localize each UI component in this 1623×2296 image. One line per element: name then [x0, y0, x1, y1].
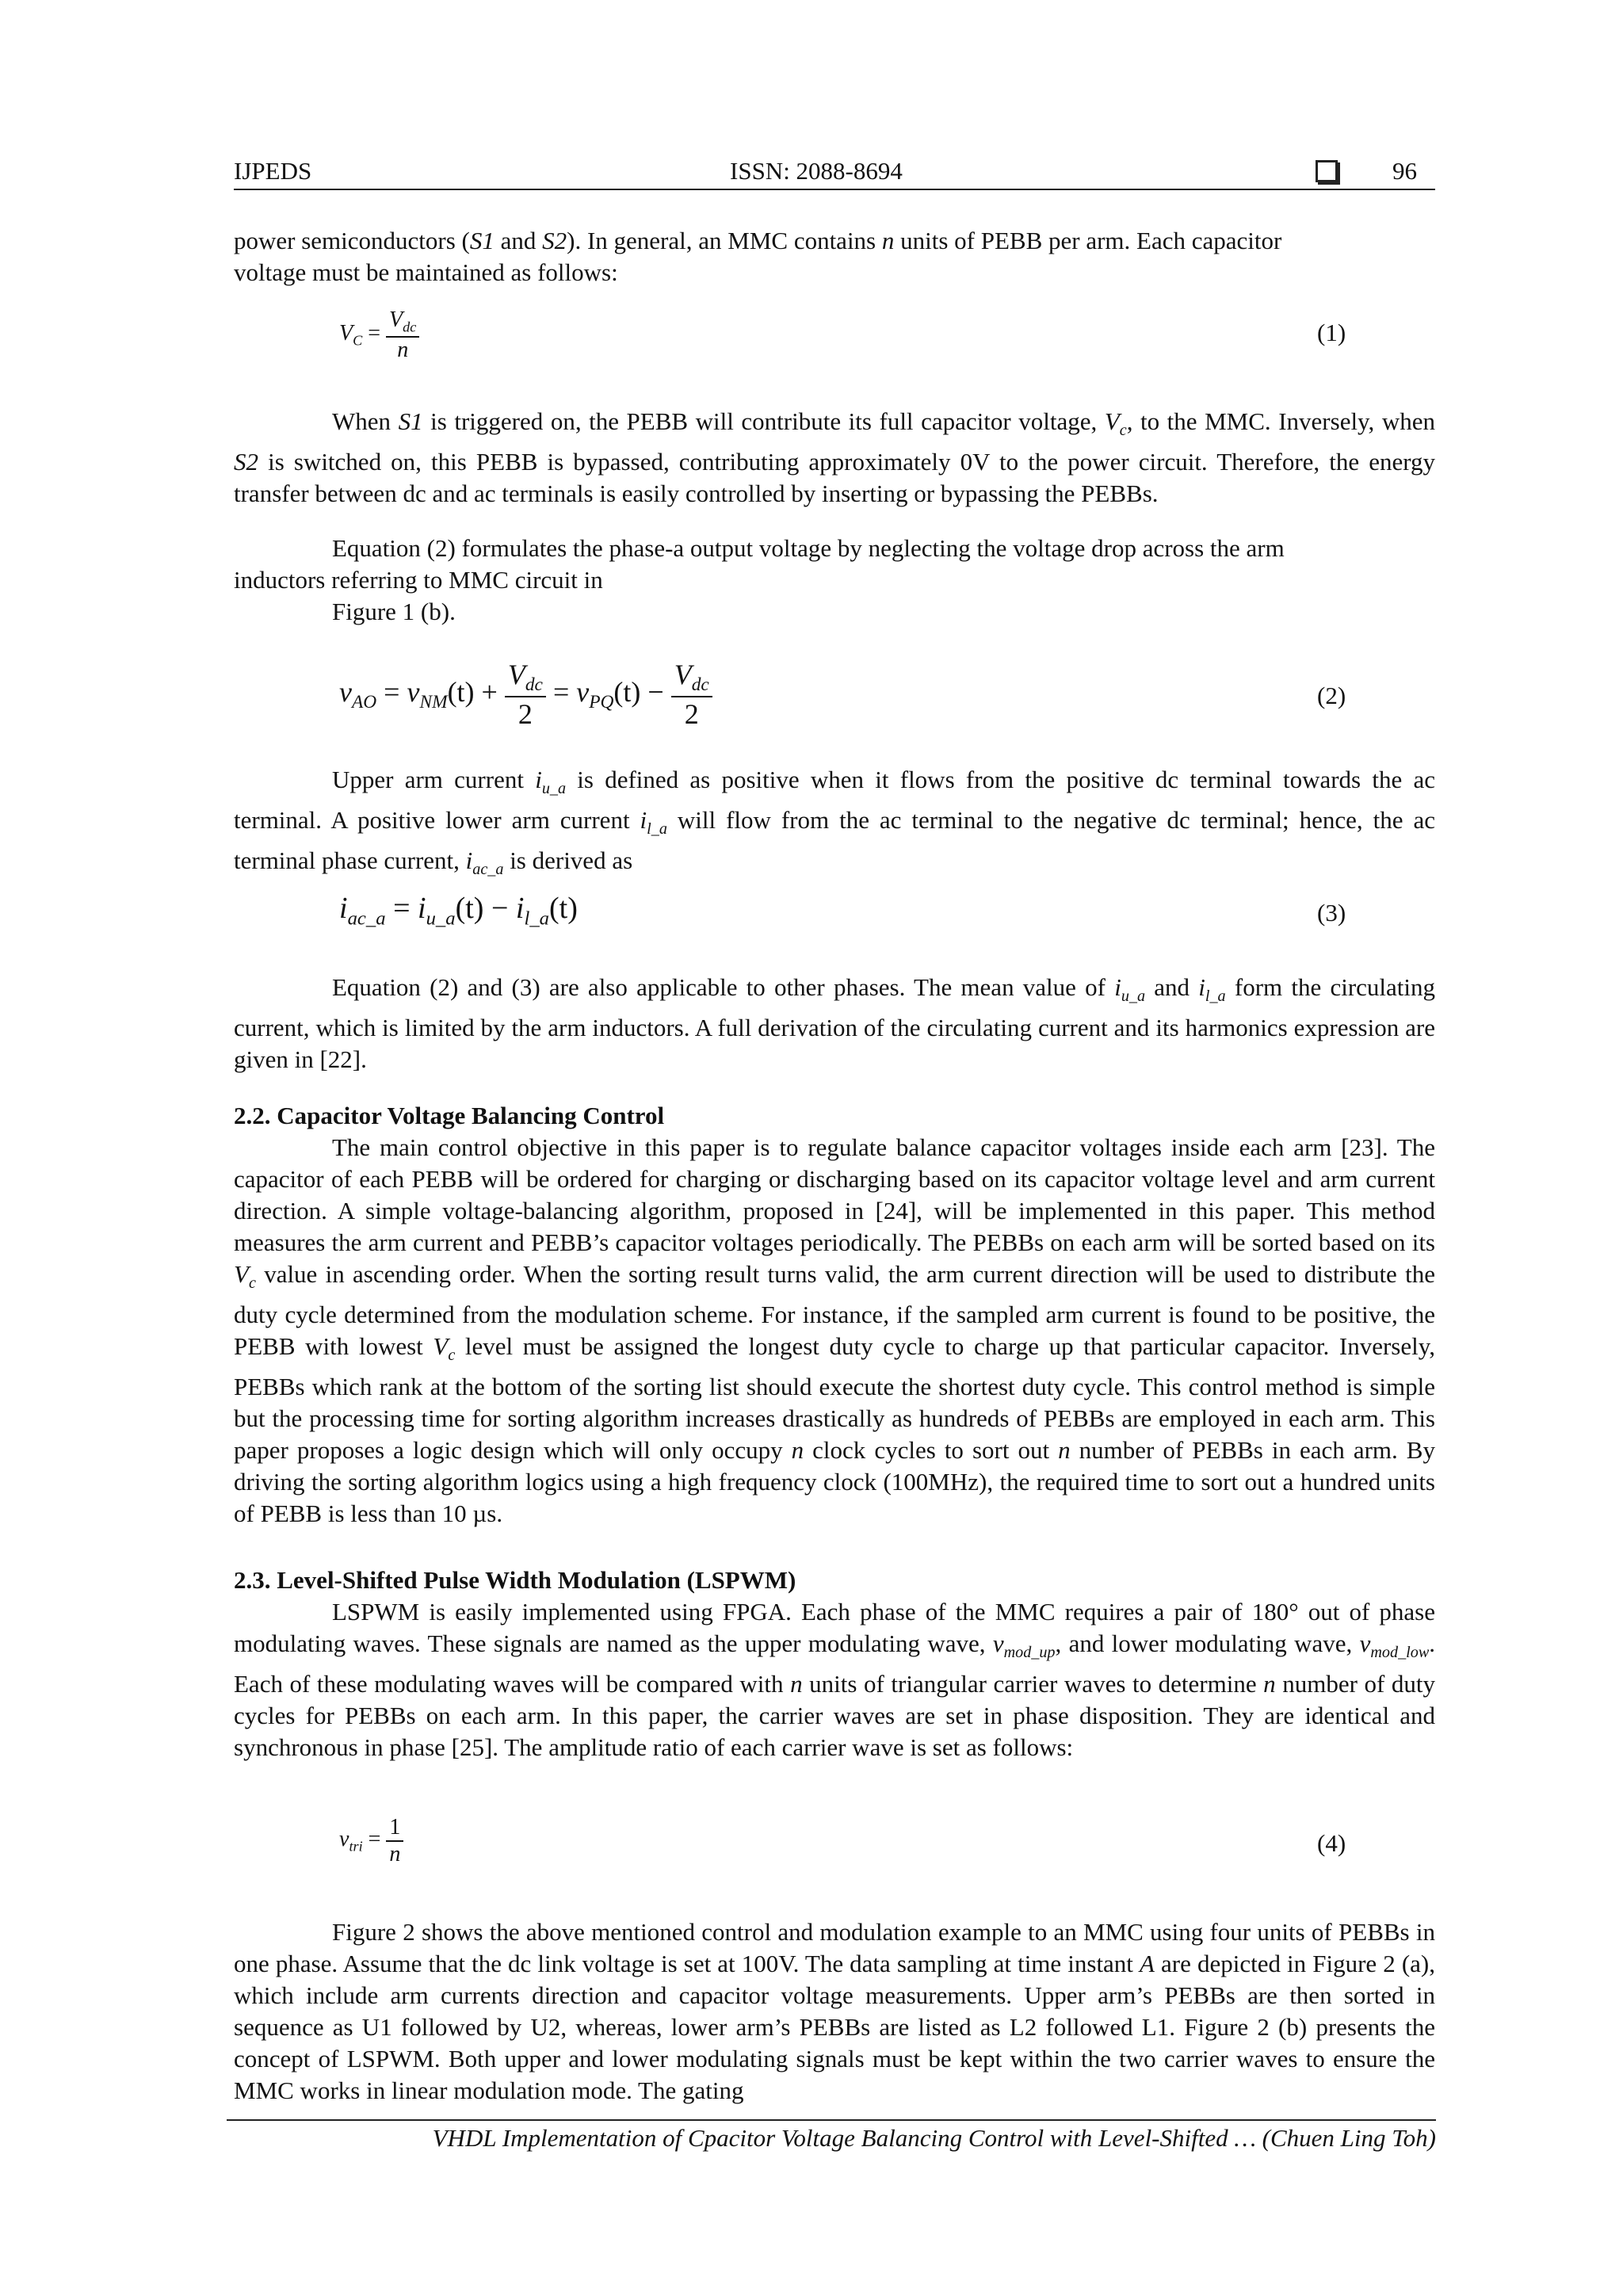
text: and: [1145, 973, 1199, 1001]
text: , to the MMC. Inversely, when: [1126, 407, 1436, 435]
eq-sub: u_a: [426, 907, 456, 930]
eq-sub: dc: [525, 674, 543, 696]
eq-symbol: n: [389, 1842, 401, 1866]
var-n: n: [791, 1436, 804, 1465]
var-a: A: [1140, 1950, 1155, 1977]
eq-symbol: V: [339, 321, 353, 346]
var-vmod-low: v: [1359, 1629, 1371, 1657]
paragraph-section-2-3: [234, 1596, 1435, 1763]
text: clock cycles to sort out: [804, 1436, 1059, 1465]
text: units of PEBB per arm. Each capacitor: [894, 227, 1282, 254]
eq-symbol: 1: [386, 1815, 403, 1842]
equation-number-4: (4): [1317, 1829, 1346, 1857]
eq-sub: l_a: [524, 907, 550, 930]
text: number of duty cycles for PEBBs on each arm. In this paper, the carrier waves are set in phase disposition. They are identical and synchronous in phase [25]. The amplitude ratio of each carrier wave is set as follows:: [234, 1670, 1435, 1762]
eq-arg: (t): [455, 892, 484, 925]
text: Equation (2) and (3) are also applicable to other phases. The mean value of: [332, 973, 1115, 1001]
sub: c: [1119, 422, 1127, 440]
sub: ac_a: [472, 861, 504, 879]
switch-s1: S1: [469, 227, 495, 254]
paragraph-equation2-intro: [234, 533, 1435, 628]
fraction: [386, 1815, 403, 1867]
eq-symbol: i: [418, 892, 426, 925]
text: number of PEBBs in each arm. By driving the sorting algorithm logics using a high frequency clock (100MHz), the required time to sort out a hundred units of PEBB is less than 10 µs.: [234, 1436, 1435, 1528]
text: voltage must be maintained as follows:: [234, 258, 618, 286]
switch-s2: S2: [234, 448, 258, 476]
eq-sub: AO: [351, 692, 377, 713]
eq-sub: tri: [349, 1838, 363, 1855]
text: . Each of these modulating waves will be compared with: [234, 1629, 1435, 1698]
eq-operator: =: [552, 676, 577, 708]
eq-sub: ac_a: [347, 907, 386, 930]
eq-symbol: 2: [517, 698, 533, 731]
text: ). In general, an MMC contains: [567, 227, 882, 254]
eq-sub: PQ: [589, 692, 614, 713]
var-vc: V: [234, 1260, 249, 1288]
text: Figure 2 shows the above mentioned control and modulation example to an MMC using four units of PEBBs in one phase. Assume that the dc link voltage is set at 100V. The data sampling at time instant: [234, 1918, 1435, 1977]
var-vc: V: [433, 1332, 449, 1361]
paragraph-intro: [234, 225, 1435, 288]
eq-symbol: v: [339, 676, 352, 708]
eq-symbol: V: [507, 659, 525, 690]
section-heading-2-2: 2.2. Capacitor Voltage Balancing Control: [234, 1102, 665, 1129]
var-n: n: [790, 1670, 803, 1698]
eq-symbol: i: [339, 892, 348, 925]
equation-1: [339, 308, 419, 363]
sub: c: [248, 1274, 256, 1293]
sub: u_a: [541, 780, 567, 798]
switch-s1: S1: [398, 407, 423, 435]
issn: ISSN: 2088-8694: [730, 157, 903, 185]
equation-number-3: (3): [1317, 899, 1346, 926]
text: level must be assigned the longest duty cycle to charge up that particular capacitor. Inversely, PEBBs which rank at the bottom of the sorting list should execute the shortest duty cycle. This control method is simple but the processing time for sorting algorithm increases drastically as hundreds of PEBBs are employed in each arm. This paper proposes a logic design which will only occupy: [234, 1332, 1435, 1465]
eq-operator: =: [385, 892, 418, 925]
sub: c: [448, 1347, 456, 1365]
var-iac: i: [465, 846, 473, 875]
eq-arg: (t): [447, 676, 475, 708]
paragraph-figure-2: [234, 1916, 1435, 2107]
text: will flow from the ac terminal to the negative dc terminal; hence, the ac terminal phase current,: [234, 806, 1435, 875]
paragraph-arm-currents: [234, 764, 1435, 886]
eq-sub: dc: [691, 674, 709, 696]
var-n: n: [881, 227, 895, 254]
text: form the circulating current, which is limited by the arm inductors. A full derivation of the circulating current and its harmonics expression are given in [22].: [234, 973, 1435, 1074]
page-header: [234, 157, 1435, 190]
eq-symbol: V: [674, 659, 692, 690]
text: value in ascending order. When the sorting result turns valid, the arm current direction will be used to distribute the duty cycle determined from the modulation scheme. For instance, if the sampled arm current is found to be positive, the PEBB with lowest: [234, 1260, 1435, 1361]
eq-operator: +: [474, 676, 505, 708]
eq-symbol: v: [407, 676, 420, 708]
switch-s2: S2: [542, 227, 567, 254]
equation-4: [339, 1815, 403, 1867]
sub: mod_up: [1003, 1644, 1056, 1662]
var-n: n: [1058, 1436, 1071, 1465]
page-number: 96: [1392, 157, 1417, 185]
var-n: n: [1263, 1670, 1276, 1698]
text: are depicted in Figure 2 (a), which include arm currents direction and capacitor voltage measurements. Upper arm’s PEBBs are then sorted in sequence as U1 followed by U2, whereas, lower arm’s PEBBs are listed as L2 followed L1. Figure 2 (b) presents the concept of LSPWM. Both upper and lower modulating signals must be kept within the two carrier waves to ensure the MMC works in linear modulation mode. The gating: [234, 1950, 1435, 2104]
var-il: i: [1198, 973, 1205, 1001]
sub: mod_low: [1370, 1644, 1430, 1662]
eq-symbol: v: [339, 1827, 349, 1852]
sub: l_a: [1205, 988, 1226, 1006]
footer-rule: [227, 2119, 1436, 2121]
equation-3: [339, 891, 578, 930]
sub: u_a: [1121, 988, 1146, 1006]
eq-operator: =: [362, 1827, 381, 1852]
text: LSPWM is easily implemented using FPGA. Each phase of the MMC requires a pair of 180° out of phase modulating waves. These signals are named as the upper modulating wave,: [234, 1598, 1435, 1657]
section-heading-2-3: 2.3. Level-Shifted Pulse Width Modulation (LSPWM): [234, 1566, 796, 1594]
paragraph-section-2-2: [234, 1132, 1435, 1530]
figure-reference: Figure 1 (b).: [332, 598, 456, 625]
eq-symbol: i: [515, 892, 525, 925]
text: , and lower modulating wave,: [1055, 1629, 1360, 1657]
journal-name: IJPEDS: [234, 157, 312, 185]
eq-symbol: V: [389, 308, 403, 332]
equation-number-1: (1): [1317, 319, 1346, 346]
var-iu: i: [535, 766, 542, 793]
eq-operator: −: [640, 676, 671, 708]
var-il: i: [640, 806, 647, 835]
eq-arg: (t): [549, 892, 578, 925]
var-vmod-up: v: [992, 1629, 1004, 1657]
text: and: [494, 227, 543, 254]
equation-number-2: (2): [1317, 682, 1346, 709]
text: is triggered on, the PEBB will contribute its full capacitor voltage,: [422, 407, 1105, 435]
var-vc: V: [1104, 407, 1120, 435]
text: is derived as: [503, 846, 633, 875]
eq-symbol: n: [397, 337, 409, 362]
eq-sub: NM: [419, 692, 448, 713]
eq-sub: C: [353, 332, 363, 349]
eq-operator: −: [483, 892, 516, 925]
text: units of triangular carrier waves to determine: [802, 1670, 1264, 1698]
sub: l_a: [647, 820, 667, 839]
eq-symbol: 2: [684, 698, 699, 731]
text: is defined as positive when it flows from the positive dc terminal towards the ac terminal. A positive lower arm current: [234, 766, 1435, 835]
paragraph-switching: [234, 406, 1435, 510]
eq-arg: (t): [613, 676, 641, 708]
paragraph-circulating-current: [234, 972, 1435, 1075]
fraction: [671, 658, 712, 731]
equation-2: [339, 658, 712, 731]
fraction: [386, 308, 419, 363]
text: Upper arm current: [332, 766, 536, 793]
checkbox-square-icon: [1316, 160, 1338, 182]
eq-symbol: v: [576, 676, 590, 708]
eq-operator: =: [376, 676, 407, 708]
page-footer: VHDL Implementation of Cpacitor Voltage Balancing Control with Level-Shifted … (Chuen Ling Toh): [432, 2124, 1436, 2152]
eq-operator: =: [362, 321, 381, 346]
text: inductors referring to MMC circuit in: [234, 566, 603, 594]
text: The main control objective in this paper is to regulate balance capacitor voltages inside each arm [23]. The capacitor of each PEBB will be ordered for charging or discharging based on its capacitor voltage level and arm current direction. A simple voltage-balancing algorithm, proposed in [24], will be implemented in this paper. This method measures the arm current and PEBB’s capacitor voltages periodically. The PEBBs on each arm will be sorted based on its: [234, 1133, 1435, 1256]
text: power semiconductors (: [234, 227, 470, 254]
eq-sub: dc: [403, 319, 417, 335]
text: Equation (2) formulates the phase-a output voltage by neglecting the voltage drop across the arm: [332, 534, 1285, 562]
text: When: [332, 407, 399, 435]
text: is switched on, this PEBB is bypassed, contributing approximately 0V to the power circuit. Therefore, the energy transfer between dc and ac terminals is easily controlled by inserting or bypassing the PEBBs.: [234, 448, 1435, 508]
fraction: [505, 658, 546, 731]
var-iu: i: [1114, 973, 1121, 1001]
